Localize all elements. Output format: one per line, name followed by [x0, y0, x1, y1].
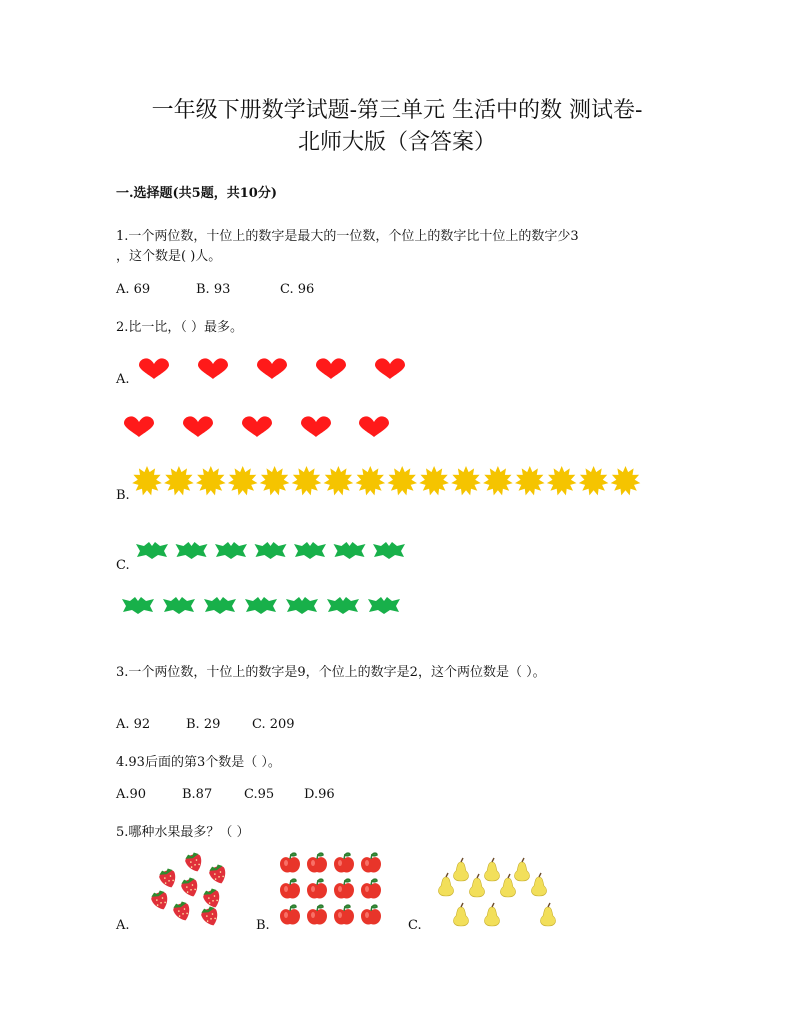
sun-icon — [164, 466, 194, 495]
apple-icon — [334, 905, 354, 924]
apple-icon — [307, 853, 327, 872]
page-title: 一年级下册数学试题-第三单元 生活中的数 测试卷- — [151, 98, 643, 123]
apple-icon — [280, 853, 300, 872]
apple-icon — [307, 879, 327, 898]
strawberry-icon — [179, 876, 201, 899]
question-1-text-cont: ，这个数是( )人。 — [116, 249, 222, 264]
strawberry-icon — [149, 889, 171, 912]
question-3-text: 3.一个两位数，十位上的数字是9，个位上的数字是2，这个两位数是（ ）。 — [116, 665, 546, 680]
apple-icon — [280, 905, 300, 924]
sun-icon — [132, 466, 162, 495]
leaf-icon — [176, 542, 208, 559]
pear-icon — [453, 903, 468, 926]
pear-icon — [484, 858, 499, 881]
heart-icon — [257, 358, 287, 379]
q4-option-d[interactable]: D.96 — [304, 787, 335, 802]
q1-option-c[interactable]: C. 96 — [280, 282, 315, 297]
leaf-icon — [373, 542, 405, 559]
q5-option-c[interactable]: C. — [408, 918, 422, 933]
question-1-text: 1.一个两位数，十位上的数字是最大的一位数，个位上的数字比十位上的数字少3 — [116, 229, 579, 244]
leaf-icon — [255, 542, 287, 559]
heart-icon — [375, 358, 405, 379]
q5-option-a[interactable]: A. — [116, 918, 130, 933]
heart-icon — [301, 416, 331, 437]
leaf-icon — [294, 542, 326, 559]
sun-icon — [515, 466, 545, 495]
leaf-icon — [215, 542, 247, 559]
leaf-icon — [122, 597, 154, 614]
question-5-text: 5.哪种水果最多？（ ） — [116, 825, 250, 840]
pear-icon — [484, 903, 499, 926]
heart-icon — [316, 358, 346, 379]
sun-icon — [483, 466, 513, 495]
leaf-icon — [286, 597, 318, 614]
apple-icon — [334, 853, 354, 872]
question-2-text: 2.比一比，（ ）最多。 — [116, 320, 244, 335]
leaf-icon — [368, 597, 400, 614]
strawberry-icon — [201, 887, 223, 910]
pear-icon — [453, 858, 468, 881]
sun-icon — [547, 466, 577, 495]
heart-icon — [242, 416, 272, 437]
q1-option-a[interactable]: A. 69 — [116, 282, 151, 297]
strawberry-icon — [199, 905, 221, 928]
leaf-icon — [245, 597, 277, 614]
q2-option-b[interactable]: B. — [116, 488, 130, 503]
q5-option-b[interactable]: B. — [256, 918, 270, 933]
question-4-text: 4.93后面的第3个数是（ ）。 — [116, 755, 281, 770]
strawberry-icon — [171, 900, 193, 923]
apple-icon — [361, 905, 381, 924]
heart-icon — [139, 358, 169, 379]
leaf-icon — [136, 542, 168, 559]
leaf-icon — [204, 597, 236, 614]
sun-icon — [260, 466, 290, 495]
apple-icon — [334, 879, 354, 898]
strawberry-icon — [183, 851, 205, 874]
sun-icon — [292, 466, 322, 495]
sun-icon — [451, 466, 481, 495]
sun-icon — [228, 466, 258, 495]
heart-icon — [183, 416, 213, 437]
q2-option-a[interactable]: A. — [116, 372, 130, 387]
q4-option-b[interactable]: B.87 — [182, 787, 213, 802]
sun-icon — [579, 466, 609, 495]
leaf-icon — [327, 597, 359, 614]
heart-icon — [124, 416, 154, 437]
apple-icon — [307, 905, 327, 924]
pear-icon — [438, 873, 453, 896]
pear-icon — [531, 873, 546, 896]
page-title-line2: 北师大版（含答案） — [297, 130, 496, 155]
apple-icon — [361, 879, 381, 898]
sun-icon — [324, 466, 354, 495]
sun-icon — [387, 466, 417, 495]
q2-option-c[interactable]: C. — [116, 558, 130, 573]
sun-icon — [611, 466, 641, 495]
q3-option-c[interactable]: C. 209 — [252, 717, 295, 732]
apple-icon — [361, 853, 381, 872]
q4-option-c[interactable]: C.95 — [244, 787, 275, 802]
sun-icon — [419, 466, 449, 495]
apple-icon — [280, 879, 300, 898]
section-heading: 一.选择题(共5题，共10分) — [116, 186, 277, 201]
q3-option-b[interactable]: B. 29 — [186, 717, 221, 732]
strawberry-icon — [157, 867, 179, 890]
heart-icon — [359, 416, 389, 437]
strawberry-icon — [207, 863, 229, 886]
pear-icon — [514, 858, 529, 881]
leaf-icon — [334, 542, 366, 559]
q3-option-a[interactable]: A. 92 — [116, 717, 151, 732]
pear-icon — [469, 874, 484, 897]
heart-icon — [198, 358, 228, 379]
pear-icon — [500, 874, 515, 897]
pear-icon — [540, 903, 555, 926]
sun-icon — [196, 466, 226, 495]
q1-option-b[interactable]: B. 93 — [196, 282, 231, 297]
sun-icon — [356, 466, 386, 495]
q4-option-a[interactable]: A.90 — [116, 787, 147, 802]
leaf-icon — [163, 597, 195, 614]
